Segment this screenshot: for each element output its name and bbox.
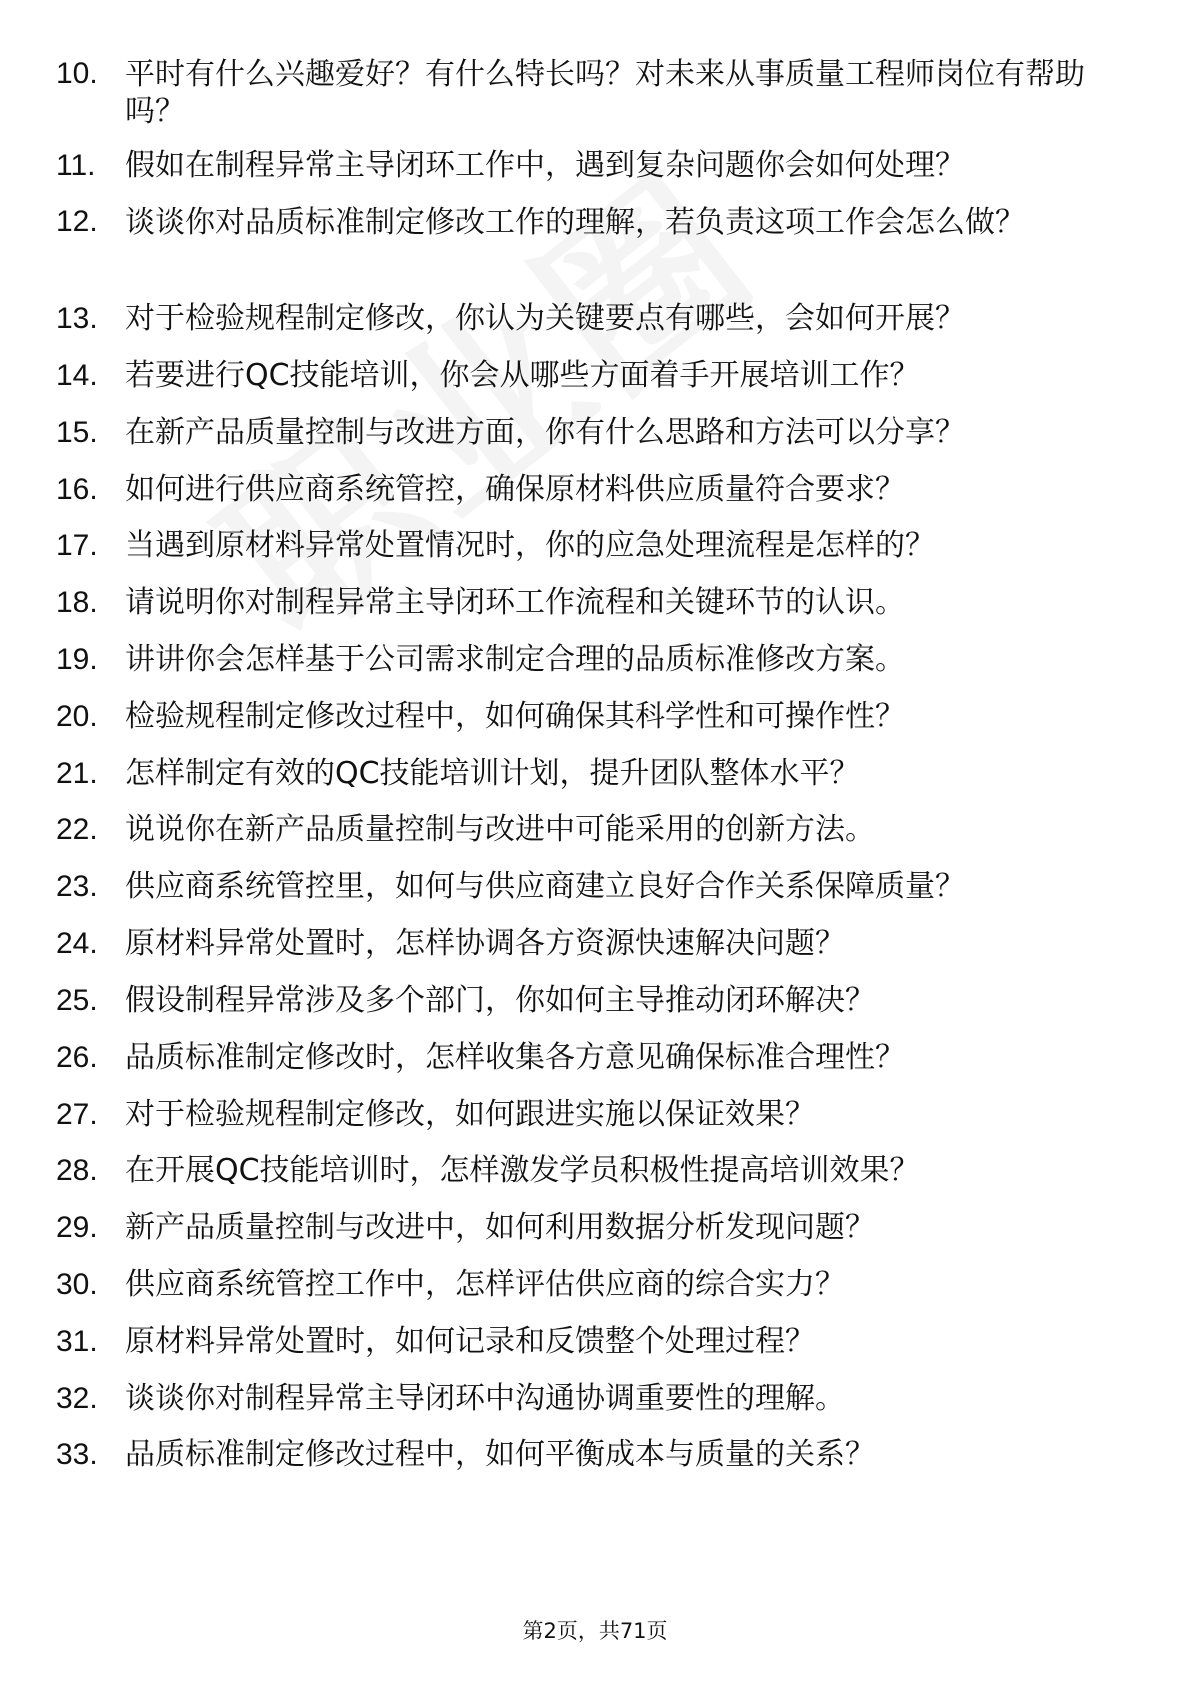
- question-number: 14.: [56, 359, 98, 392]
- question-number: 12.: [56, 205, 98, 238]
- question-number: 30.: [56, 1268, 98, 1301]
- question-number: 16.: [56, 473, 98, 506]
- question-number: 27.: [56, 1098, 98, 1131]
- page-footer: [0, 1618, 1190, 1644]
- question-number: 22.: [56, 813, 98, 846]
- question-number: 25.: [56, 984, 98, 1017]
- question-text: 谈谈你对品质标准制定修改工作的理解，若负责这项工作会怎么做？: [125, 205, 1025, 240]
- question-number: 33.: [56, 1438, 98, 1471]
- question-text: 在新产品质量控制与改进方面，你有什么思路和方法可以分享？: [125, 415, 965, 450]
- question-text: 讲讲你会怎样基于公司需求制定合理的品质标准修改方案。: [125, 642, 905, 677]
- question-text: 对于检验规程制定修改，如何跟进实施以保证效果？: [125, 1097, 815, 1132]
- question-number: 13.: [56, 302, 98, 335]
- question-text: 新产品质量控制与改进中，如何利用数据分析发现问题？: [125, 1210, 875, 1245]
- question-number: 24.: [56, 927, 98, 960]
- question-number: 10.: [56, 57, 98, 90]
- question-text: 请说明你对制程异常主导闭环工作流程和关键环节的认识。: [125, 585, 905, 620]
- question-text: 当遇到原材料异常处置情况时，你的应急处理流程是怎样的？: [125, 528, 935, 563]
- question-text: 说说你在新产品质量控制与改进中可能采用的创新方法。: [125, 812, 875, 847]
- question-text: 原材料异常处置时，如何记录和反馈整个处理过程？: [125, 1324, 815, 1359]
- question-number: 18.: [56, 586, 98, 619]
- question-text: 若要进行QC技能培训，你会从哪些方面着手开展培训工作？: [125, 358, 920, 393]
- question-text: 假设制程异常涉及多个部门，你如何主导推动闭环解决？: [125, 983, 875, 1018]
- question-number: 23.: [56, 870, 98, 903]
- question-number: 15.: [56, 416, 98, 449]
- question-text: 对于检验规程制定修改，你认为关键要点有哪些，会如何开展？: [125, 301, 965, 336]
- question-text: 平时有什么兴趣爱好？有什么特长吗？对未来从事质量工程师岗位有帮助吗？: [125, 57, 1085, 129]
- question-text: 原材料异常处置时，怎样协调各方资源快速解决问题？: [125, 926, 845, 961]
- question-text: 品质标准制定修改时，怎样收集各方意见确保标准合理性？: [125, 1040, 905, 1075]
- question-text: 检验规程制定修改过程中，如何确保其科学性和可操作性？: [125, 699, 905, 734]
- page-indicator: 第2页，共71页: [522, 1619, 668, 1643]
- question-number: 17.: [56, 529, 98, 562]
- question-number: 20.: [56, 700, 98, 733]
- question-number: 26.: [56, 1041, 98, 1074]
- question-number: 21.: [56, 757, 98, 790]
- question-number: 28.: [56, 1154, 98, 1187]
- question-text: 供应商系统管控工作中，怎样评估供应商的综合实力？: [125, 1267, 845, 1302]
- question-text: 假如在制程异常主导闭环工作中，遇到复杂问题你会如何处理？: [125, 148, 965, 183]
- question-text: 如何进行供应商系统管控，确保原材料供应质量符合要求？: [125, 472, 905, 507]
- question-number: 29.: [56, 1211, 98, 1244]
- question-text: 供应商系统管控里，如何与供应商建立良好合作关系保障质量？: [125, 869, 965, 904]
- question-text: 谈谈你对制程异常主导闭环中沟通协调重要性的理解。: [125, 1381, 845, 1416]
- question-text: 品质标准制定修改过程中，如何平衡成本与质量的关系？: [125, 1437, 875, 1472]
- question-text: 怎样制定有效的QC技能培训计划，提升团队整体水平？: [125, 756, 860, 791]
- question-number: 19.: [56, 643, 98, 676]
- question-number: 31.: [56, 1325, 98, 1358]
- question-text: 在开展QC技能培训时，怎样激发学员积极性提高培训效果？: [125, 1153, 920, 1188]
- question-number: 11.: [56, 149, 96, 182]
- question-number: 32.: [56, 1382, 98, 1415]
